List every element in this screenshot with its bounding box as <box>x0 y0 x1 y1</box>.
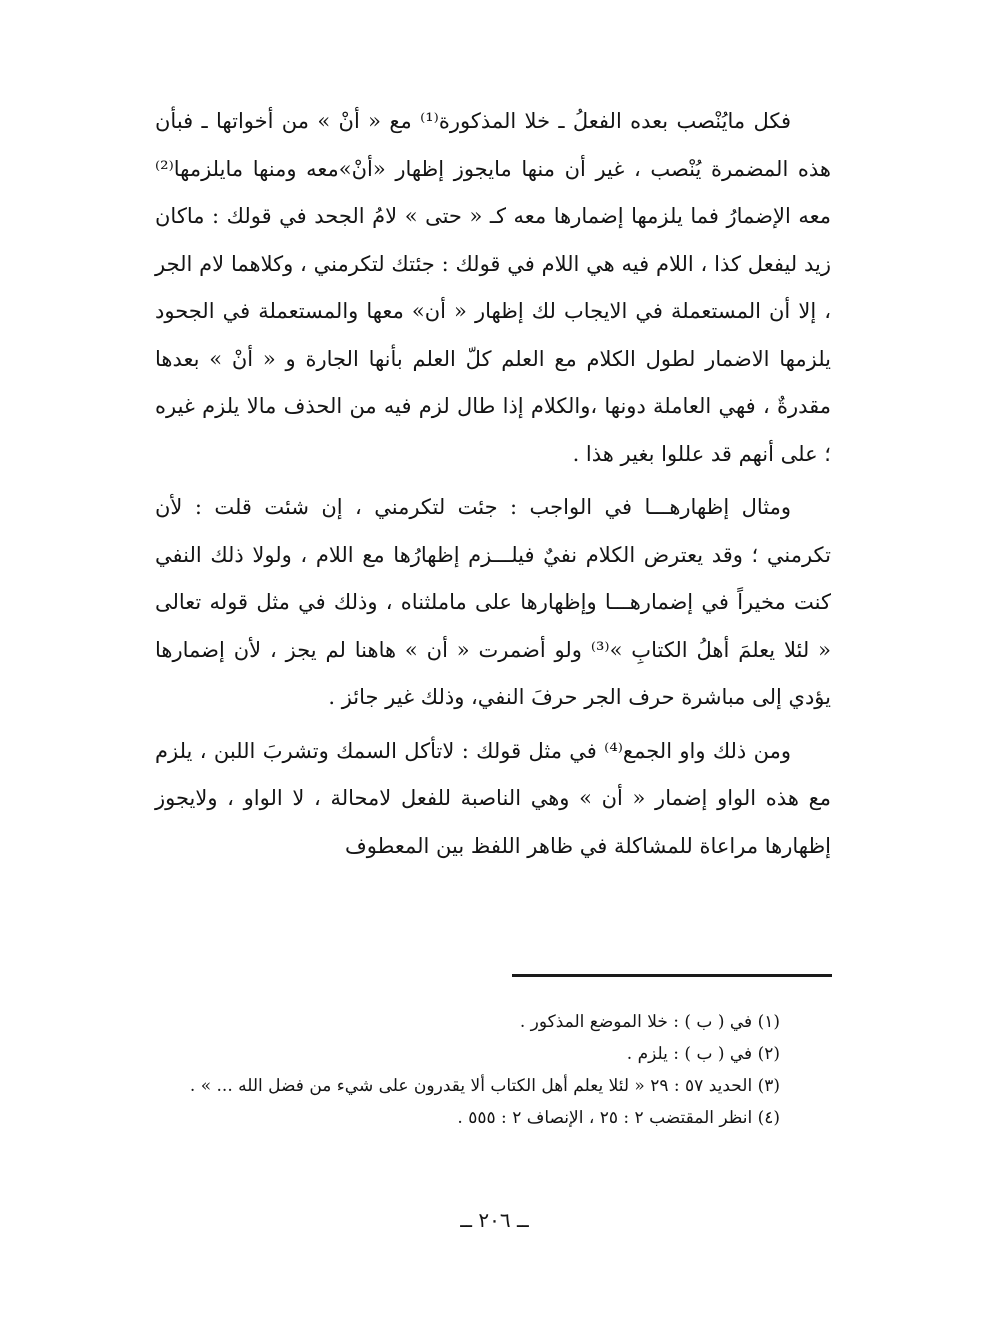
page-number: ــ ٢٠٦ ــ <box>460 1208 529 1232</box>
footnotes <box>160 1006 780 1134</box>
footnote-3: (٣) الحديد ٥٧ : ٢٩ « لئلا يعلم أهل الكتاب ألا يقدرون على شيء من فضل الله ... » . <box>189 1076 780 1096</box>
paragraph-1: فكل مايُنْصب بعده الفعلُ ـ خلا المذكورة⁽¹⁾ مع « أنْ » من أخواتها ـ فبأن هذه المضمرة يُنْصب ، غير أن منها مايجوز إظهار «أنْ»معه ومنها مايلزمها⁽²⁾ معه الإضمارُ فما يلزمها إضمارها معه كـ « حتى » لامُ الجحد في قولك : ماكان زيد ليفعل كذا ، اللام فيه هي اللام في قولك : جئتك لتكرمني ، وكلاهما لام الجر ، إلا أن المستعملة في الايجاب لك إظهار « أن» معها والمستعملة في الجحود يلزمها الاضمار لطول الكلام مع العلم كلّ العلم بأنها الجارة و « أنْ » بعدها مقدرةٌ ، فهي العاملة دونها ،والكلام إذا طال لزم فيه من الحذف مالا يلزم غيره ؛ على أنهم قد عللوا بغير هذا . <box>155 109 831 466</box>
paragraph-2: ومثال إظهارهـــا في الواجب : جئت لتكرمني ، إن شئت قلت : لأن تكرمني ؛ وقد يعترض الكلام نفيٌ فيلـــزم إظهارُها مع اللام ، ولولا ذلك النفي كنت مخيراً في إضمارهـــا وإظهارها على ماملثناه ، وذلك في مثل قوله تعالى « لئلا يعلمَ أهلُ الكتابِ »⁽³⁾ ولو أضمرت « أن » هاهنا لم يجز ، لأن إضمارها يؤدي إلى مباشرة حرف الجر حرفَ النفي، وذلك غير جائز . <box>155 495 831 709</box>
footnote-4: (٤) انظر المقتضب ٢ : ٢٥ ، الإنصاف ٢ : ٥٥٥ . <box>457 1108 780 1128</box>
body-text <box>155 98 831 870</box>
footnote-2: (٢) في ( ب ) : يلزم . <box>626 1044 780 1064</box>
footnote-separator <box>512 974 832 977</box>
paragraph-3: ومن ذلك واو الجمع⁽⁴⁾ في مثل قولك : لاتأكل السمك وتشربَ اللبن ، يلزم مع هذه الواو إضمار « أن » وهي الناصبة للفعل لامحالة ، لا الواو ، ولايجوز إظهارها مراعاة للمشاكلة في ظاهر اللفظ بين المعطوف <box>155 738 831 858</box>
footnote-1: (١) في ( ب ) : خلا الموضع المذكور . <box>519 1012 780 1032</box>
